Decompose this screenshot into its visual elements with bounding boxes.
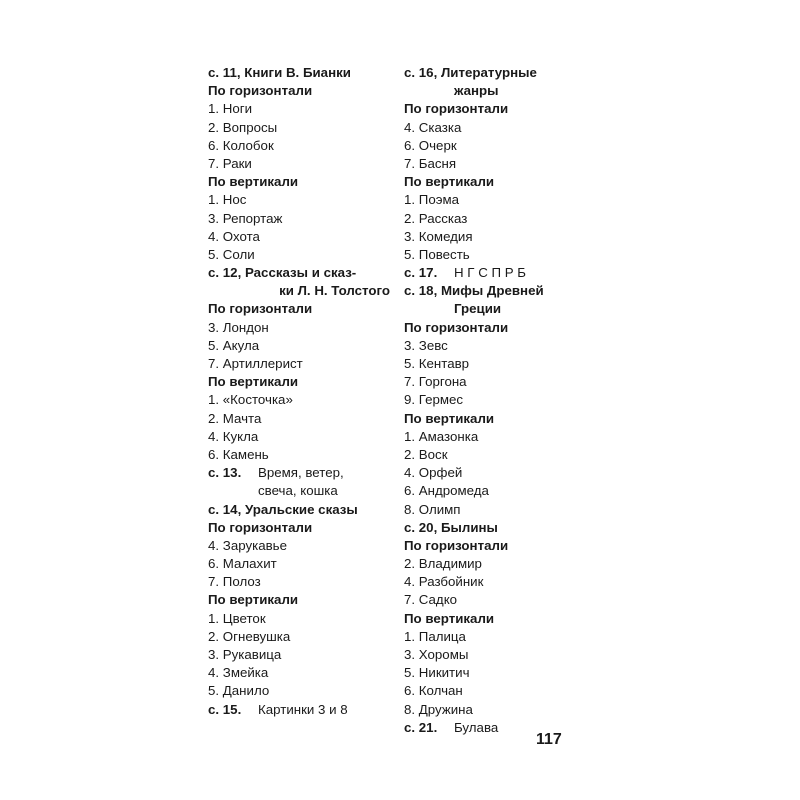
answer-item: 2. Воск	[404, 446, 448, 462]
answer-item: 4. Разбойник	[404, 574, 484, 590]
answer-item: 9. Гермес	[404, 392, 464, 408]
answer-item: 1. Амазонка	[404, 428, 479, 444]
answer-item: 3. Репортаж	[208, 210, 283, 226]
left-column	[208, 64, 390, 719]
section-answer: Время, ветер,	[258, 465, 344, 481]
page-number: 117	[536, 731, 562, 748]
section-label: с. 15.	[208, 701, 242, 717]
answer-item: 4. Охота	[208, 228, 260, 244]
section-answer: Булава	[454, 719, 499, 735]
down-heading: По вертикали	[208, 174, 299, 190]
answer-item: 7. Артиллерист	[208, 356, 303, 371]
answer-item: 3. Зевс	[404, 337, 448, 353]
answer-item: 4. Орфей	[404, 465, 463, 481]
answer-item: 5. Повесть	[404, 246, 470, 262]
answer-item: 8. Олимп	[404, 501, 461, 517]
answer-item: 6. Малахит	[208, 556, 277, 572]
answer-item: 3. Хоромы	[404, 647, 469, 662]
answer-item: 1. Палица	[404, 628, 466, 644]
answer-item: 4. Змейка	[208, 665, 269, 681]
answer-item: 2. Владимир	[404, 556, 482, 572]
section-17-line	[404, 264, 574, 282]
answer-item: 5. Акула	[208, 337, 260, 353]
section-15-line	[208, 701, 390, 719]
answer-item: 2. Вопросы	[208, 119, 278, 135]
answer-item: 3. Рукавица	[208, 647, 282, 662]
answer-item: 3. Лондон	[208, 319, 269, 335]
right-column	[404, 64, 574, 737]
answer-item: 6. Колчан	[404, 683, 463, 699]
section-title: с. 12, Рассказы и сказ-	[208, 265, 357, 281]
answer-item: 5. Данило	[208, 683, 270, 699]
across-heading: По горизонтали	[208, 519, 313, 535]
section-label: с. 21.	[404, 719, 438, 735]
section-title-continued: ки Л. Н. Толстого	[279, 283, 390, 299]
answer-item: 6. Очерк	[404, 137, 457, 153]
down-heading: По вертикали	[404, 610, 495, 626]
section-label: с. 17.	[404, 265, 438, 281]
answer-item: 2. Огневушка	[208, 628, 291, 644]
answer-item: 4. Сказка	[404, 119, 462, 135]
section-answer-continued: свеча, кошка	[258, 483, 338, 499]
section-answer: Картинки 3 и 8	[258, 701, 348, 717]
answer-item: 7. Садко	[404, 592, 458, 608]
down-heading: По вертикали	[208, 374, 299, 390]
answer-item: 7. Раки	[208, 155, 252, 171]
answer-item: 1. Поэма	[404, 192, 460, 208]
across-heading: По горизонтали	[404, 319, 509, 335]
answer-item: 1. Ноги	[208, 101, 253, 117]
across-heading: По горизонтали	[404, 537, 509, 553]
answer-item: 2. Мачта	[208, 410, 262, 426]
answer-item: 7. Горгона	[404, 374, 467, 390]
answer-item: 1. «Косточка»	[208, 392, 293, 408]
down-heading: По вертикали	[404, 174, 495, 190]
answer-item: 3. Комедия	[404, 228, 473, 244]
section-title-continued: Греции	[454, 301, 502, 317]
answer-item: 6. Камень	[208, 446, 269, 462]
answer-item: 4. Зарукавье	[208, 537, 287, 553]
section-title-continued: жанры	[454, 83, 499, 99]
answer-item: 7. Басня	[404, 155, 457, 171]
answer-item: 7. Полоз	[208, 574, 261, 590]
answer-item: 1. Нос	[208, 192, 247, 208]
answer-item: 5. Никитич	[404, 665, 470, 681]
down-heading: По вертикали	[404, 410, 495, 426]
section-title: с. 14, Уральские сказы	[208, 501, 358, 517]
answer-item: 6. Колобок	[208, 137, 274, 153]
answer-item: 1. Цветок	[208, 610, 266, 626]
across-heading: По горизонтали	[208, 301, 313, 317]
section-label: с. 13.	[208, 465, 242, 481]
across-heading: По горизонтали	[404, 101, 509, 117]
answer-item: 2. Рассказ	[404, 210, 468, 226]
section-title: с. 20, Былины	[404, 519, 498, 535]
section-title: с. 16, Литературные	[404, 65, 537, 80]
down-heading: По вертикали	[208, 592, 299, 608]
section-13-line	[208, 464, 390, 482]
section-answer: Н Г С П Р Б	[454, 265, 527, 281]
answer-item: 6. Андромеда	[404, 483, 489, 499]
answer-item: 5. Кентавр	[404, 356, 470, 371]
answer-item: 4. Кукла	[208, 428, 259, 444]
answer-item: 5. Соли	[208, 246, 255, 262]
section-title: с. 18, Мифы Древней	[404, 283, 544, 299]
answer-item: 8. Дружина	[404, 701, 473, 717]
across-heading: По горизонтали	[208, 83, 313, 99]
section-title: с. 11, Книги В. Бианки	[208, 65, 351, 80]
